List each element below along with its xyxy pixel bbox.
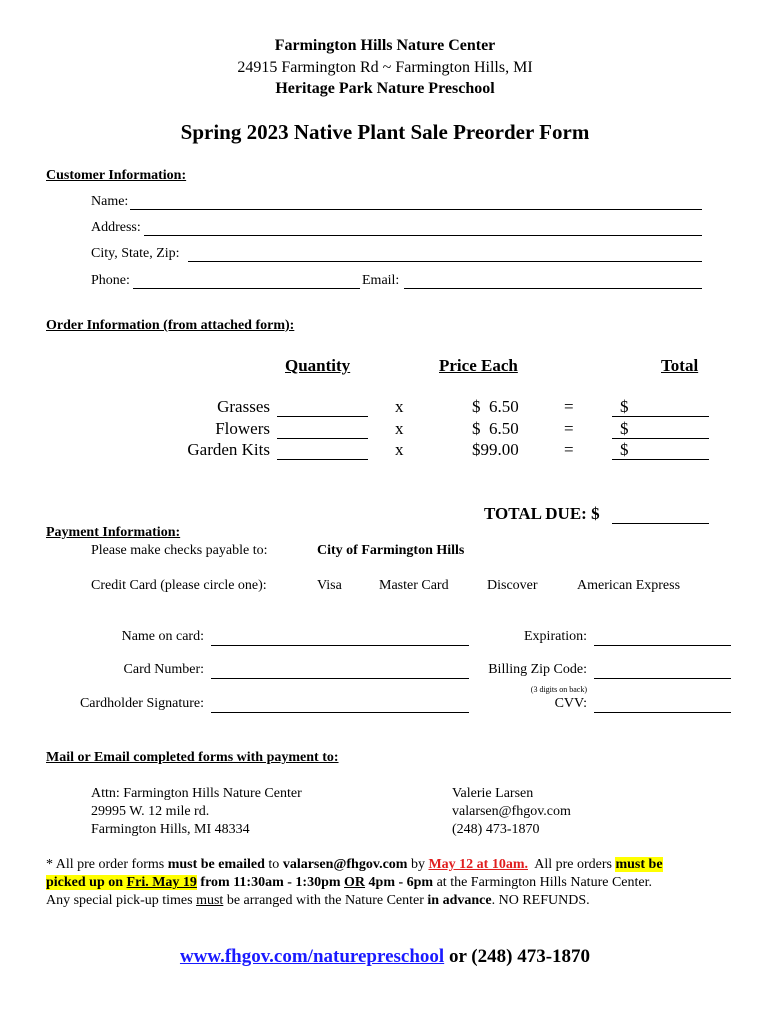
quantity-grasses-field[interactable] xyxy=(277,416,368,417)
notice-text: be arranged with the Nature Center xyxy=(223,893,428,908)
price-grasses: $ 6.50 xyxy=(472,397,519,416)
notice-text: by xyxy=(407,857,429,872)
notice-time: from 11:30am - 1:30pm xyxy=(196,875,345,890)
email-field[interactable] xyxy=(404,288,702,289)
notice-paragraph xyxy=(46,856,736,910)
name-on-card-field[interactable] xyxy=(211,645,469,646)
mail-city: Farmington Hills, MI 48334 xyxy=(91,822,250,837)
notice-text: * All pre order forms xyxy=(46,857,168,872)
cvv-field[interactable] xyxy=(594,712,731,713)
equals-sign: = xyxy=(564,440,574,459)
total-flowers-field[interactable] xyxy=(612,438,709,439)
expiration-label: Expiration: xyxy=(524,629,587,644)
notice-advance: in advance xyxy=(427,893,492,908)
mail-address-block xyxy=(91,785,302,839)
checks-payee: City of Farmington Hills xyxy=(317,543,465,558)
item-flowers: Flowers xyxy=(215,419,270,438)
contact-name: Valerie Larsen xyxy=(452,786,534,801)
city-state-zip-label: City, State, Zip: xyxy=(91,246,180,261)
contact-block xyxy=(452,785,571,839)
quantity-flowers-field[interactable] xyxy=(277,438,368,439)
times-sign: x xyxy=(395,440,404,459)
total-garden-kits-field[interactable] xyxy=(612,459,709,460)
order-info-heading: Order Information (from attached form): xyxy=(46,318,295,333)
card-option-discover[interactable]: Discover xyxy=(487,578,538,593)
col-quantity: Quantity xyxy=(285,356,351,375)
dollar-sign: $ xyxy=(620,419,629,438)
notice-highlight: must be xyxy=(615,857,663,872)
mail-attn: Attn: Farmington Hills Nature Center xyxy=(91,786,302,801)
footer-url-link[interactable]: www.fhgov.com/naturepreschool xyxy=(179,946,445,967)
org-name: Farmington Hills Nature Center xyxy=(274,37,496,54)
notice-text: at the Farmington Hills Nature Center. xyxy=(433,875,652,890)
price-garden-kits: $99.00 xyxy=(472,440,519,459)
footer-phone: or (248) 473-1870 xyxy=(444,946,591,967)
phone-label: Phone: xyxy=(91,273,130,288)
card-number-label: Card Number: xyxy=(123,662,204,677)
equals-sign: = xyxy=(564,397,574,416)
dollar-sign: $ xyxy=(620,440,629,459)
name-on-card-label: Name on card: xyxy=(121,629,204,644)
item-grasses: Grasses xyxy=(217,397,270,416)
cvv-label: CVV: xyxy=(554,696,587,711)
notice-time: 4pm - 6pm xyxy=(365,875,434,890)
col-total: Total xyxy=(661,356,699,375)
times-sign: x xyxy=(395,419,404,438)
notice-text: Any special pick-up times xyxy=(46,893,197,908)
footer xyxy=(0,946,770,968)
checks-payable-label: Please make checks payable to: xyxy=(91,543,268,558)
dollar-sign: $ xyxy=(620,397,629,416)
quantity-garden-kits-field[interactable] xyxy=(277,459,368,460)
total-due-field[interactable] xyxy=(612,523,709,524)
card-option-mastercard[interactable]: Master Card xyxy=(379,578,449,593)
notice-text: . NO REFUNDS. xyxy=(491,893,590,908)
mail-heading: Mail or Email completed forms with payment to: xyxy=(46,750,339,765)
item-garden-kits: Garden Kits xyxy=(187,440,270,459)
name-label: Name: xyxy=(91,194,129,209)
payment-info-heading: Payment Information: xyxy=(46,525,181,540)
notice-text: to xyxy=(264,857,283,872)
cardholder-signature-field[interactable] xyxy=(211,712,469,713)
card-option-visa[interactable]: Visa xyxy=(317,578,342,593)
equals-sign: = xyxy=(564,419,574,438)
expiration-field[interactable] xyxy=(594,645,731,646)
times-sign: x xyxy=(395,397,404,416)
form-title: Spring 2023 Native Plant Sale Preorder Form xyxy=(180,120,590,144)
phone-field[interactable] xyxy=(133,288,360,289)
contact-phone: (248) 473-1870 xyxy=(452,822,540,837)
notice-must: must xyxy=(196,893,224,908)
total-grasses-field[interactable] xyxy=(612,416,709,417)
notice-emphasis: must be emailed xyxy=(167,857,265,872)
notice-pickup-date: Fri. May 19 xyxy=(126,875,197,890)
billing-zip-label: Billing Zip Code: xyxy=(488,662,587,677)
org-address: 24915 Farmington Rd ~ Farmington Hills, MI xyxy=(237,59,533,76)
billing-zip-field[interactable] xyxy=(594,678,731,679)
name-field[interactable] xyxy=(130,209,702,210)
notice-deadline: May 12 at 10am. xyxy=(428,857,528,872)
contact-email[interactable]: valarsen@fhgov.com xyxy=(452,804,571,819)
cvv-note: (3 digits on back) xyxy=(530,685,587,694)
email-label: Email: xyxy=(362,273,400,288)
price-flowers: $ 6.50 xyxy=(472,419,519,438)
program-name: Heritage Park Nature Preschool xyxy=(275,80,495,97)
cardholder-signature-label: Cardholder Signature: xyxy=(79,696,204,711)
credit-card-label: Credit Card (please circle one): xyxy=(91,578,267,593)
total-due-label: TOTAL DUE: $ xyxy=(484,504,600,523)
address-field[interactable] xyxy=(144,235,702,236)
notice-text: All pre orders xyxy=(528,857,616,872)
col-price-each: Price Each xyxy=(439,356,518,375)
city-state-zip-field[interactable] xyxy=(188,261,702,262)
card-number-field[interactable] xyxy=(211,678,469,679)
notice-email: valarsen@fhgov.com xyxy=(282,857,408,872)
notice-highlight: picked up on xyxy=(46,875,127,890)
notice-or: OR xyxy=(344,875,366,890)
card-option-amex[interactable]: American Express xyxy=(577,578,681,593)
customer-info-heading: Customer Information: xyxy=(46,168,187,183)
address-label: Address: xyxy=(91,220,141,235)
mail-street: 29995 W. 12 mile rd. xyxy=(91,804,210,819)
